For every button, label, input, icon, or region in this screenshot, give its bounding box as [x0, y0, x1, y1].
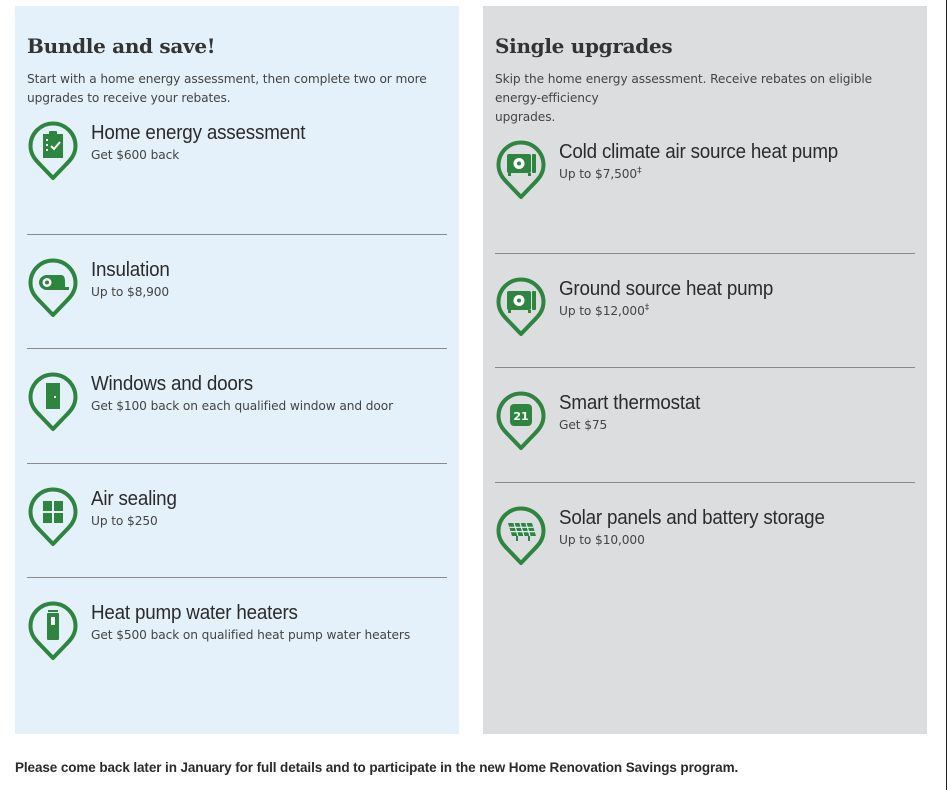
- footnote-marker: ‡: [644, 302, 650, 313]
- upgrade-item-subtitle: Up to $250: [91, 513, 158, 528]
- heat-pump-icon: [495, 139, 547, 201]
- upgrade-item-subtitle: Up to $10,000: [559, 532, 645, 547]
- program-availability-note: Please come back later in January for full details and to participate in the new Home Renovation Savings program.: [15, 760, 739, 775]
- page-edge-divider: [946, 0, 947, 790]
- single-panel-description: Skip the home energy assessment. Receive rebates on eligible energy-efficiency upgrades.: [495, 72, 873, 124]
- upgrade-item-title: Insulation: [91, 258, 170, 281]
- upgrade-item-insulation: [27, 235, 447, 350]
- window-icon: [27, 486, 79, 548]
- single-upgrade-list: [495, 139, 915, 597]
- bundle-upgrade-list: [27, 120, 447, 693]
- upgrade-item-subtitle: Get $75: [559, 418, 608, 432]
- upgrade-item-solar-panels-and-battery-storage: [495, 483, 915, 598]
- thermostat-temperature: 21: [513, 410, 529, 423]
- door-icon: [27, 371, 79, 433]
- upgrade-item-title: Cold climate air source heat pump: [559, 141, 839, 163]
- bundle-panel-description: Start with a home energy assessment, then complete two or more upgrades to receive your rebates.: [27, 72, 427, 105]
- footnote-marker: ‡: [637, 166, 642, 176]
- upgrade-item-title: Air sealing: [91, 487, 177, 510]
- upgrade-item-subtitle: Get $100 back on each qualified window and door: [91, 399, 394, 413]
- bundle-panel-title: Bundle and save!: [27, 34, 216, 58]
- upgrade-item-subtitle: Up to $12,000‡: [559, 302, 650, 318]
- upgrade-item-cold-climate-air-source-heat-pump: [495, 139, 915, 254]
- thermostat-icon: [495, 390, 547, 452]
- heat-pump-icon: [495, 276, 547, 338]
- upgrade-item-subtitle: Up to $8,900: [91, 284, 170, 299]
- upgrade-item-air-sealing: [27, 464, 447, 579]
- solar-panel-icon: [495, 505, 547, 567]
- single-upgrades-panel: [483, 6, 927, 734]
- single-panel-title: Single upgrades: [495, 34, 673, 58]
- upgrade-item-title: Heat pump water heaters: [91, 602, 298, 624]
- upgrade-item-title: Smart thermostat: [559, 392, 701, 414]
- upgrade-item-title: Solar panels and battery storage: [559, 506, 825, 529]
- upgrade-item-windows-and-doors: [27, 349, 447, 464]
- upgrade-item-home-energy-assessment: [27, 120, 447, 235]
- upgrade-item-smart-thermostat: [495, 368, 915, 483]
- upgrade-item-title: Windows and doors: [91, 373, 253, 395]
- water-heater-icon: [27, 600, 79, 662]
- upgrade-item-subtitle: Get $500 back on qualified heat pump water heaters: [91, 628, 411, 642]
- upgrade-item-subtitle: Get $600 back: [91, 148, 180, 162]
- upgrade-item-title: Home energy assessment: [91, 122, 306, 144]
- insulation-roll-icon: [27, 257, 79, 319]
- clipboard-check-icon: [27, 120, 79, 182]
- upgrade-item-title: Ground source heat pump: [559, 277, 774, 300]
- upgrade-item-subtitle: Up to $7,500‡: [559, 166, 642, 181]
- upgrade-item-ground-source-heat-pump: [495, 254, 915, 369]
- bundle-panel: [15, 6, 459, 734]
- upgrade-item-heat-pump-water-heaters: [27, 578, 447, 693]
